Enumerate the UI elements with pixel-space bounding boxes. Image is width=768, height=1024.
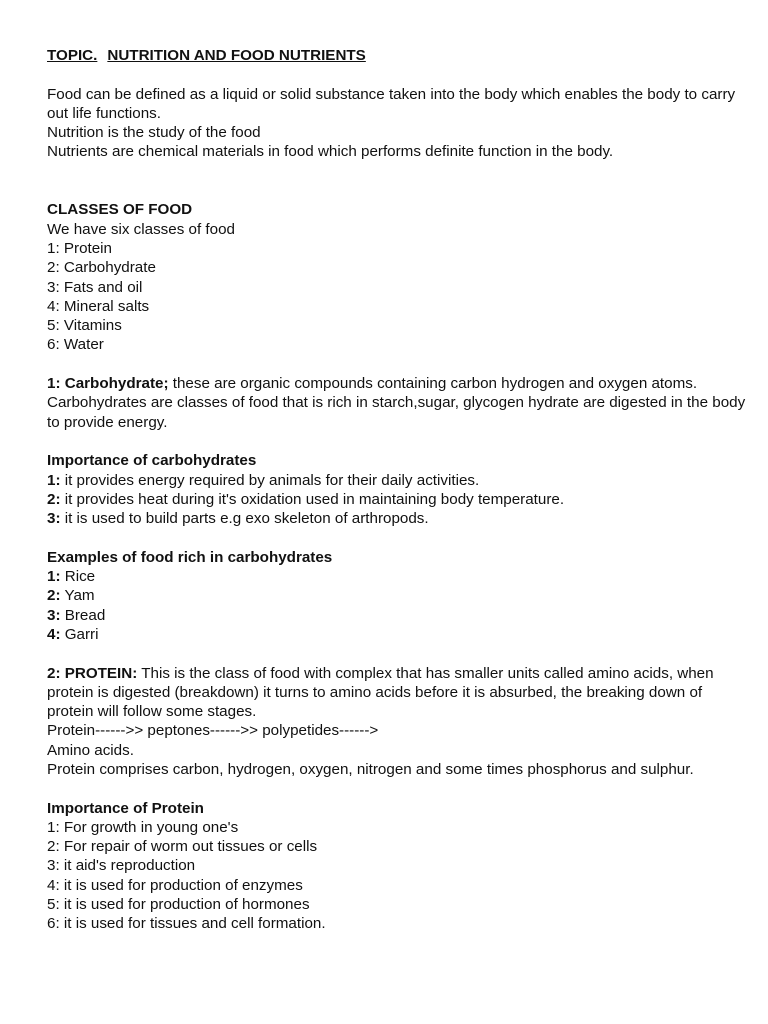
item-number: 4:	[47, 625, 61, 643]
carb-example-item	[47, 606, 747, 625]
intro-definition-food: Food can be defined as a liquid or solid substance taken into the body which enables the body to carry out life functions.	[47, 85, 736, 122]
carb-example-item	[47, 586, 747, 605]
classes-heading: CLASSES OF FOOD	[47, 201, 193, 219]
protein-stages: Protein------>> peptones------>> polypetides------>	[47, 722, 379, 740]
carbohydrate-description: Carbohydrates are classes of food that is rich in starch,sugar, glycogen hydrate are digested in the body to provide energy.	[47, 394, 746, 431]
page-title	[47, 46, 747, 65]
item-number: 3:	[47, 510, 61, 528]
item-text: it is used to build parts e.g exo skeleton of arthropods.	[60, 510, 429, 528]
protein-importance-item: 3: it aid's reproduction	[47, 857, 196, 875]
carb-importance-item	[47, 490, 747, 509]
carbohydrate-text: these are organic compounds containing carbon hydrogen and oxygen atoms.	[168, 375, 698, 393]
carb-examples-heading: Examples of food rich in carbohydrates	[47, 548, 333, 566]
class-item: 1: Protein	[47, 239, 113, 257]
item-text: Yam	[60, 587, 95, 605]
protein-text: This is the class of food with complex that has smaller units called amino acids, when protein is digested (breakdown) it turns to amino acids before it is absurbed, the breaking down of protein will follow some stages.	[47, 664, 714, 721]
item-text: Rice	[60, 568, 96, 586]
class-item: 3: Fats and oil	[47, 278, 143, 296]
intro-definition-nutrition: Nutrition is the study of the food	[47, 124, 261, 142]
item-text: it provides heat during it's oxidation used in maintaining body temperature.	[60, 490, 565, 508]
carbohydrate-label: 1: Carbohydrate;	[47, 375, 169, 393]
document-body	[47, 46, 747, 934]
carb-importance-heading: Importance of carbohydrates	[47, 452, 257, 470]
protein-composition: Protein comprises carbon, hydrogen, oxygen, nitrogen and some times phosphorus and sulphur.	[47, 760, 694, 778]
protein-label: 2: PROTEIN:	[47, 664, 138, 682]
protein-importance-item: 2: For repair of worm out tissues or cells	[47, 838, 318, 856]
protein-importance-item: 6: it is used for tissues and cell formation.	[47, 915, 326, 933]
protein-stages-end: Amino acids.	[47, 741, 134, 759]
item-number: 3:	[47, 606, 61, 624]
class-item: 6: Water	[47, 336, 104, 354]
item-number: 2:	[47, 490, 61, 508]
item-number: 1:	[47, 568, 61, 586]
class-item: 4: Mineral salts	[47, 297, 150, 315]
carb-example-item	[47, 567, 747, 586]
protein-importance-item: 5: it is used for production of hormones	[47, 896, 310, 914]
class-item: 5: Vitamins	[47, 317, 122, 335]
class-item: 2: Carbohydrate	[47, 259, 156, 277]
classes-lead: We have six classes of food	[47, 220, 235, 238]
carbohydrate-paragraph	[47, 374, 747, 393]
protein-importance-heading: Importance of Protein	[47, 799, 204, 817]
item-number: 2:	[47, 587, 61, 605]
protein-importance-item: 1: For growth in young one's	[47, 818, 239, 836]
topic-label: TOPIC.	[47, 47, 98, 64]
protein-paragraph	[47, 664, 747, 722]
topic-heading: NUTRITION AND FOOD NUTRIENTS	[107, 47, 366, 64]
carb-example-item	[47, 625, 747, 644]
item-text: Bread	[60, 606, 106, 624]
item-text: Garri	[60, 625, 99, 643]
item-text: it provides energy required by animals for their daily activities.	[60, 471, 480, 489]
item-number: 1:	[47, 471, 61, 489]
carb-importance-item	[47, 509, 747, 528]
carb-importance-item	[47, 471, 747, 490]
protein-importance-item: 4: it is used for production of enzymes	[47, 876, 303, 894]
intro-definition-nutrients: Nutrients are chemical materials in food which performs definite function in the body.	[47, 143, 614, 161]
